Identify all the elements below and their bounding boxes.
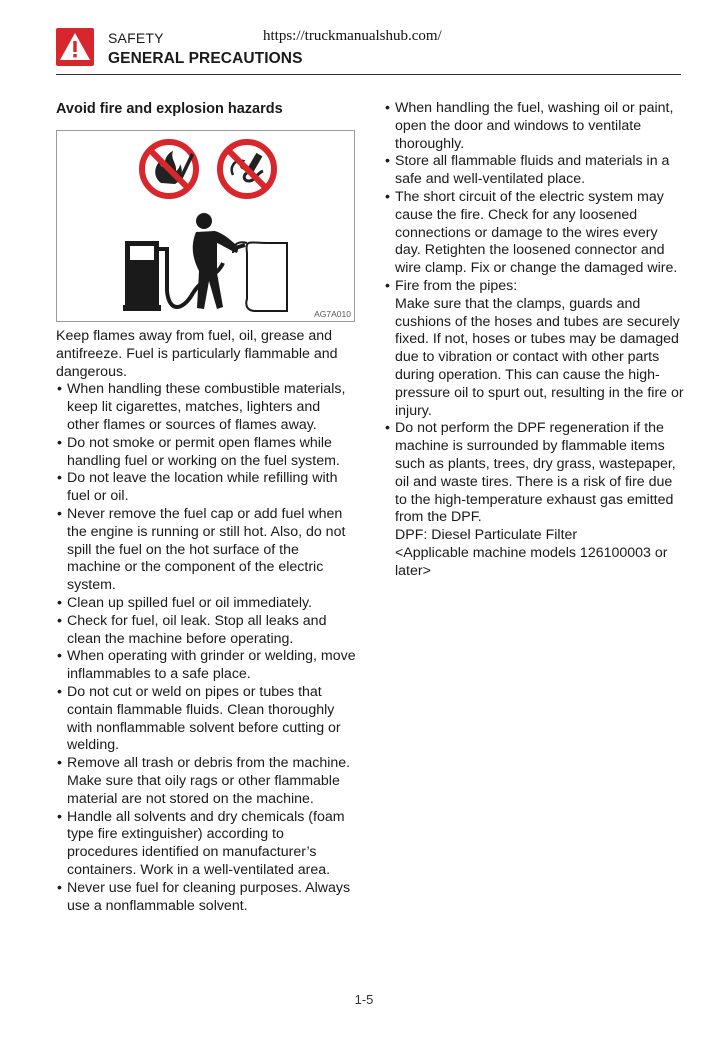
list-item-text: Store all flammable fluids and materials in a safe and well-ventilated place. [395,153,670,188]
fuel-pump-icon [123,241,167,311]
left-column [56,100,356,915]
list-item: • Do not leave the location while refilling with fuel or oil. [56,470,356,506]
page-title: GENERAL PRECAUTIONS [108,50,303,67]
right-bullet-list [384,100,684,581]
list-item: • Never remove the fuel cap or add fuel when the engine is running or still hot. Also, do not spill the fuel on the hot surface of the machine or the component of the electric system. [56,506,356,595]
figure-code: AG7A010 [314,309,351,319]
list-item [384,278,684,420]
list-item: • Clean up spilled fuel or oil immediately. [56,595,356,613]
list-item: • Handle all solvents and dry chemicals (foam type fire extinguisher) according to procedures identified on manufacturer’s containers. Work in a well-ventilated area. [56,809,356,880]
list-item [384,100,684,153]
section-heading: Avoid fire and explosion hazards [56,101,283,117]
fuel-tank-icon [233,242,287,311]
list-item [384,189,684,278]
list-item: • When handling these combustible materials, keep lit cigarettes, matches, lighters and other flames or sources of flames away. [56,381,356,434]
list-item: • Do not smoke or permit open flames while handling fuel or working on the fuel system. [56,435,356,471]
list-item: • Do not cut or weld on pipes or tubes that contain flammable fluids. Clean thoroughly with nonflammable solvent before cutting or welding. [56,684,356,755]
list-item [384,153,684,189]
list-item: • Remove all trash or debris from the machine. Make sure that oily rags or other flammable material are not stored on the machine. [56,755,356,808]
watermark-url[interactable]: https://truckmanualshub.com/ [263,28,442,44]
applicable-models-note: <Applicable machine models 126100003 or later> [395,544,668,579]
list-item-text: The short circuit of the electric system may cause the fire. Check for any loosened connections or damage to the wires every day. Retighten the loosened connector and wire clamp. Fix or change the damaged wire. [395,188,678,277]
list-item: • Never use fuel for cleaning purposes. Always use a nonflammable solvent. [56,880,356,916]
page-header [0,0,728,80]
dpf-definition: DPF: Diesel Particulate Filter [395,527,578,544]
list-item-text: • Do not perform the DPF regeneration if the machine is surrounded by flammable items such as plants, trees, dry grass, wastepaper, oil and waste tires. There is a risk of fire due to the high-temperature exhaust gas emitted from the DPF. [395,420,676,526]
list-item-detail: Make sure that the clamps, guards and cushions of the hoses and tubes are securely fixed. If not, hoses or tubes may be damaged due to vibration or contact with other parts during operation. This can cause the high-pressure oil to spurt out, resulting in the fire or injury. [395,295,684,419]
header-divider [56,74,681,75]
warning-triangle-icon [56,28,94,66]
list-item [384,420,684,580]
list-item: • When operating with grinder or welding, move inflammables to a safe place. [56,648,356,684]
list-item-text: When handling the fuel, washing oil or paint, open the door and windows to ventilate thoroughly. [395,100,674,152]
right-column [384,100,684,581]
page-number: 1-5 [354,992,374,1007]
intro-paragraph: Keep flames away from fuel, oil, grease and antifreeze. Fuel is particularly flammable and dangerous. [56,328,338,380]
person-refueling-icon [193,213,239,309]
no-smoking-icon [220,142,274,196]
list-item: • Check for fuel, oil leak. Stop all leaks and clean the machine before operating. [56,613,356,649]
no-open-flame-icon [142,142,196,196]
fire-hazard-figure [56,130,355,322]
list-item-text: • Fire from the pipes: [395,277,518,294]
left-bullet-list [56,381,356,915]
section-label: SAFETY [108,30,164,46]
